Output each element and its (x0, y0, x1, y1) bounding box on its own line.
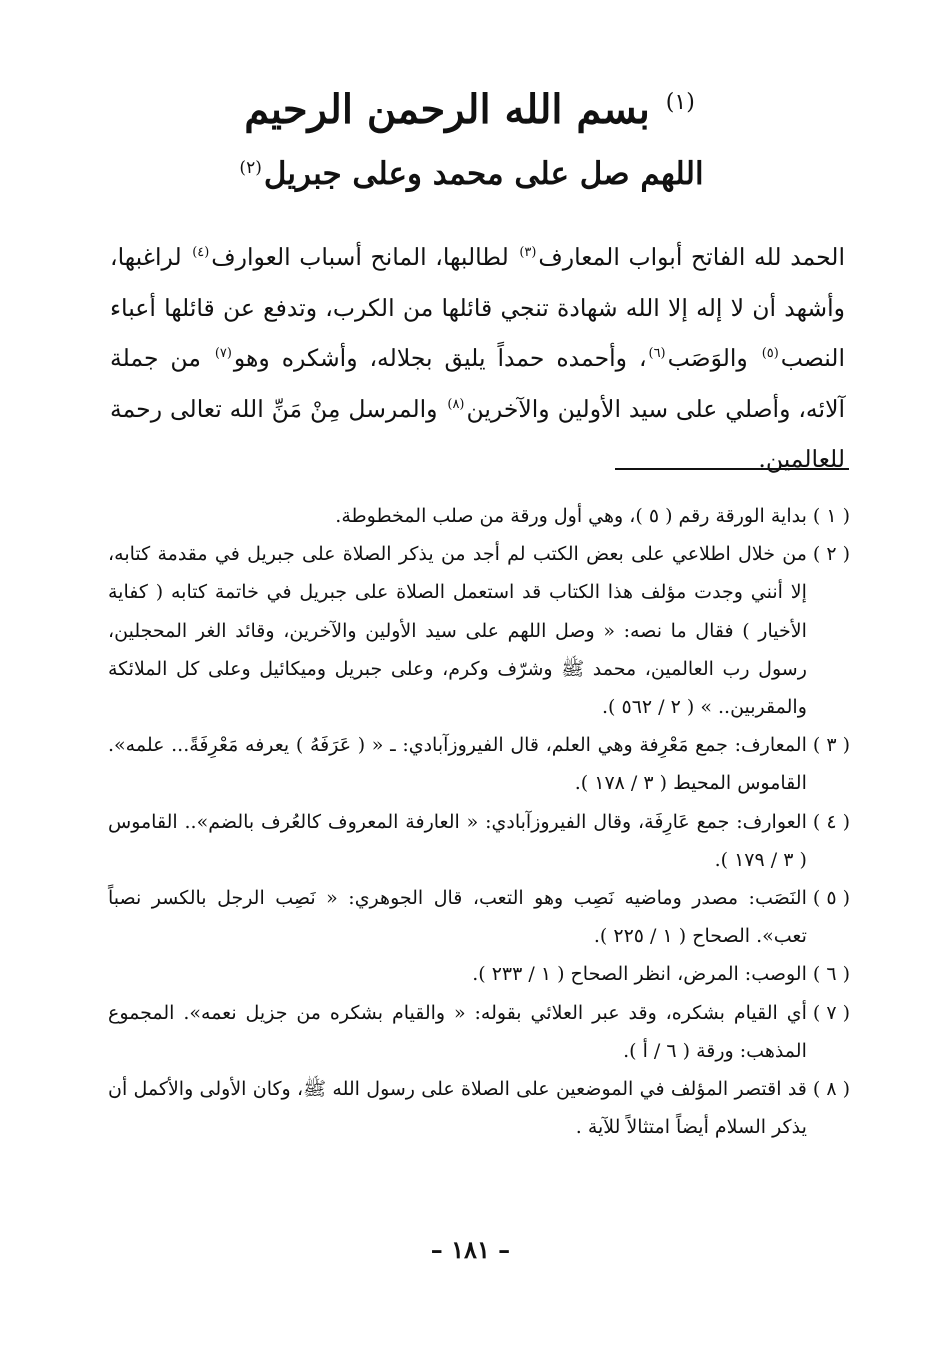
footnote-number: ( ٤ ) (812, 810, 850, 833)
footnote-number: ( ٥ ) (812, 887, 850, 910)
intro-paragraph (110, 232, 845, 485)
footnote-text: من خلال اطلاعي على بعض الكتب لم أجد من يذكر الصلاة على جبريل في مقدمة كتابه، إلا أنني وجدت مؤلف هذا الكتاب قد استعمل الصلاة على جبريل في خاتمة كتابه ( كفاية الأخيار ) فقال ما نصه: « وصل اللهم على سيد الأولين والآخرين، وقائد الغر المحجلين، رسول رب العالمين، محمد ﷺ وشرّف وكرم، وعلى جبريل وميكائيل وعلى كل الملائكة والمقربين.. » ( ٢ / ٥٦٢ ). (108, 543, 807, 719)
footnotes-section (108, 497, 850, 1146)
basmala-heading (0, 82, 941, 138)
footnote-number: ( ٢ ) (812, 543, 850, 566)
footnote-text: العوارف: جمع عَارِفَة، وقال الفيروزآبادي: « العارفة المعروف كالعُرف بالضم».. القاموس ( ٣ / ١٧٩ ). (108, 810, 807, 871)
salutation-heading (0, 150, 941, 198)
footnote-text: أي القيام بشكره، وقد عبر العلائي بقوله: « والقيام بشكره من جزيل نعمه». المجموع المذهب: ورقة ( ٦ / أ ). (108, 1001, 807, 1062)
footnote-number: ( ٣ ) (812, 734, 850, 757)
page-number: – ١٨١ – (430, 1235, 511, 1264)
intro-text: لراغبها، وأشهد أن لا إله إلا الله شهادة تنجي قائلها من الكرب، وتدفع عن قائلها أعباء النصب (110, 243, 845, 372)
intro-text: والوَصَب (667, 344, 760, 372)
intro-text: لطالبها، المانح أسباب العوارف (211, 243, 518, 271)
footnote-marker: (٣) (519, 245, 537, 261)
footnote (108, 803, 850, 879)
footnote-number: ( ٦ ) (812, 963, 850, 986)
footnote-text: النَصَب: مصدر وماضيه نَصِب وهو التعب، قال الجوهري: « نَصِب الرجل بالكسر نصباً تعب». الصحاح ( ١ / ٢٢٥ ). (108, 887, 807, 948)
footnote-number: ( ٧ ) (812, 1001, 850, 1024)
footnote (108, 726, 850, 802)
intro-text: من جملة آلائه، وأصلي على سيد الأولين والآخرين (110, 344, 845, 423)
footnote-marker: (١) (665, 89, 695, 115)
footnote (108, 955, 850, 993)
footnote-number: ( ١ ) (812, 505, 850, 527)
footnote (108, 879, 850, 955)
intro-text: الحمد لله الفاتح أبواب المعارف (538, 243, 845, 271)
footnote-marker: (٧) (214, 346, 232, 362)
footnote-marker: (٢) (239, 157, 262, 178)
footnote-text: الوصب: المرض، انظر الصحاح ( ١ / ٢٣٣ ). (472, 963, 807, 986)
footnote-text: المعارف: جمع مَعْرِفة وهي العلم، قال الفيروزآبادي: ـ « ( عَرَفَهُ ) يعرفه مَعْرِفَةً... علمه». القاموس المحيط ( ٣ / ١٧٨ ). (108, 734, 807, 795)
footnote-marker: (٦) (648, 346, 666, 362)
footnote-text: بداية الورقة رقم ( ٥ )، وهي أول ورقة من صلب المخطوطة. (335, 505, 807, 527)
intro-text: ، وأحمده حمداً يليق بجلاله، وأشكره وهو (233, 344, 647, 372)
intro-text: والمرسل مِنْ مَنِّ الله تعالى رحمة للعالمين. (110, 394, 845, 473)
footnote (108, 1070, 850, 1146)
basmala-text: بسم الله الرحمن الرحيم (244, 86, 650, 133)
footnote-number: ( ٨ ) (812, 1078, 850, 1101)
footnote-marker: (٨) (447, 396, 465, 412)
footnote (108, 994, 850, 1070)
footnote-marker: (٥) (761, 346, 779, 362)
footnote (108, 497, 850, 535)
salutation-text: اللهم صل على محمد وعلى جبريل (263, 156, 704, 192)
footnote-text: قد اقتصر المؤلف في الموضعين على الصلاة على رسول الله ﷺ، وكان الأولى والأكمل أن يذكر السلام أيضاً امتثالاً للآية . (108, 1078, 807, 1139)
footnote-separator (615, 468, 849, 470)
footnote-marker: (٤) (192, 245, 210, 261)
footnote (108, 535, 850, 726)
